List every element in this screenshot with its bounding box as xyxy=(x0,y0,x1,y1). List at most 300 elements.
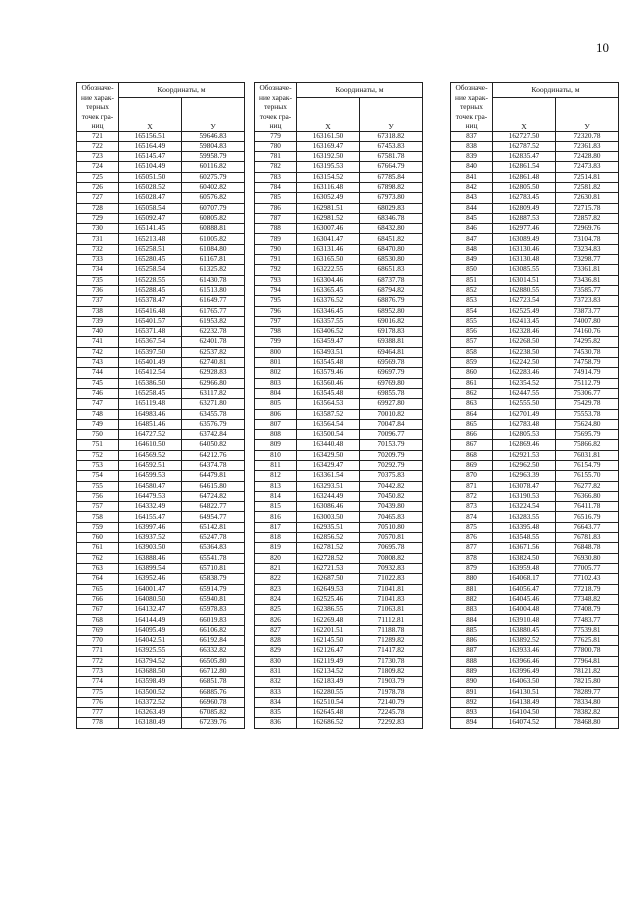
y-coordinate-cell: 70510.80 xyxy=(360,522,423,532)
table-row xyxy=(451,553,619,563)
table-row xyxy=(451,625,619,635)
point-id-cell: 848 xyxy=(451,244,493,254)
x-coordinate-cell: 165280.45 xyxy=(119,255,182,265)
header-point-label: Обозначе-ние харак-терных точек гра-ниц xyxy=(451,83,493,132)
x-coordinate-cell: 163794.52 xyxy=(119,656,182,666)
table-row xyxy=(451,203,619,213)
point-id-cell: 796 xyxy=(255,306,297,316)
point-id-cell: 831 xyxy=(255,666,297,676)
point-id-cell: 884 xyxy=(451,615,493,625)
x-coordinate-cell: 163190.53 xyxy=(493,491,556,501)
y-coordinate-cell: 67453.83 xyxy=(360,141,423,151)
table-row xyxy=(77,533,245,543)
x-coordinate-cell: 162183.49 xyxy=(297,677,360,687)
y-coordinate-cell: 66106.82 xyxy=(182,625,245,635)
table-row xyxy=(255,337,423,347)
y-coordinate-cell: 64615.80 xyxy=(182,481,245,491)
x-coordinate-cell: 163910.48 xyxy=(493,615,556,625)
table-row xyxy=(255,502,423,512)
point-id-cell: 861 xyxy=(451,378,493,388)
table-row xyxy=(451,388,619,398)
point-id-cell: 880 xyxy=(451,574,493,584)
table-row xyxy=(451,224,619,234)
point-id-cell: 759 xyxy=(77,522,119,532)
y-coordinate-cell: 72320.78 xyxy=(556,131,619,141)
y-coordinate-cell: 78289.77 xyxy=(556,687,619,697)
point-id-cell: 783 xyxy=(255,172,297,182)
table-row xyxy=(255,255,423,265)
point-id-cell: 765 xyxy=(77,584,119,594)
x-coordinate-cell: 163560.46 xyxy=(297,378,360,388)
y-coordinate-cell: 68451.82 xyxy=(360,234,423,244)
header-coordinates: Координаты, м xyxy=(119,83,245,98)
x-coordinate-cell: 162835.47 xyxy=(493,152,556,162)
point-id-cell: 842 xyxy=(451,182,493,192)
x-coordinate-cell: 164851.46 xyxy=(119,419,182,429)
point-id-cell: 864 xyxy=(451,409,493,419)
y-coordinate-cell: 62537.82 xyxy=(182,347,245,357)
y-coordinate-cell: 64479.81 xyxy=(182,471,245,481)
table-row xyxy=(451,440,619,450)
x-coordinate-cell: 163564.53 xyxy=(297,399,360,409)
y-coordinate-cell: 76781.83 xyxy=(556,533,619,543)
table-row xyxy=(77,337,245,347)
table-row xyxy=(77,502,245,512)
point-id-cell: 795 xyxy=(255,296,297,306)
table-row xyxy=(451,574,619,584)
x-coordinate-cell: 164479.53 xyxy=(119,491,182,501)
table-row xyxy=(255,244,423,254)
header-y: У xyxy=(556,98,619,131)
table-row xyxy=(77,430,245,440)
table-row xyxy=(255,718,423,728)
x-coordinate-cell: 163548.55 xyxy=(493,533,556,543)
y-coordinate-cell: 72361.83 xyxy=(556,141,619,151)
y-coordinate-cell: 77483.77 xyxy=(556,615,619,625)
x-coordinate-cell: 164138.49 xyxy=(493,697,556,707)
point-id-cell: 883 xyxy=(451,605,493,615)
y-coordinate-cell: 60805.82 xyxy=(182,213,245,223)
table-row xyxy=(451,687,619,697)
point-id-cell: 760 xyxy=(77,533,119,543)
y-coordinate-cell: 65914.79 xyxy=(182,584,245,594)
table-row xyxy=(451,131,619,141)
y-coordinate-cell: 71978.78 xyxy=(360,687,423,697)
table-row xyxy=(255,193,423,203)
x-coordinate-cell: 165288.45 xyxy=(119,285,182,295)
x-coordinate-cell: 162887.53 xyxy=(493,213,556,223)
table-row xyxy=(451,563,619,573)
table-row xyxy=(255,594,423,604)
point-id-cell: 804 xyxy=(255,388,297,398)
y-coordinate-cell: 69016.82 xyxy=(360,316,423,326)
point-id-cell: 744 xyxy=(77,368,119,378)
table-row xyxy=(255,131,423,141)
y-coordinate-cell: 69178.83 xyxy=(360,327,423,337)
x-coordinate-cell: 165258.54 xyxy=(119,265,182,275)
y-coordinate-cell: 61325.82 xyxy=(182,265,245,275)
table-row xyxy=(255,697,423,707)
x-coordinate-cell: 162447.55 xyxy=(493,388,556,398)
y-coordinate-cell: 59958.79 xyxy=(182,152,245,162)
header-x: X xyxy=(493,98,556,131)
point-id-cell: 728 xyxy=(77,203,119,213)
table-row xyxy=(77,594,245,604)
table-row xyxy=(451,358,619,368)
point-id-cell: 780 xyxy=(255,141,297,151)
point-id-cell: 736 xyxy=(77,285,119,295)
table-row xyxy=(77,172,245,182)
table-row xyxy=(255,584,423,594)
table-row xyxy=(77,677,245,687)
point-id-cell: 791 xyxy=(255,255,297,265)
point-id-cell: 773 xyxy=(77,666,119,676)
table-row xyxy=(77,636,245,646)
table-row xyxy=(255,316,423,326)
y-coordinate-cell: 78215.80 xyxy=(556,677,619,687)
x-coordinate-cell: 163925.55 xyxy=(119,646,182,656)
y-coordinate-cell: 63576.79 xyxy=(182,419,245,429)
x-coordinate-cell: 162728.52 xyxy=(297,553,360,563)
y-coordinate-cell: 70010.82 xyxy=(360,409,423,419)
coordinates-table-2 xyxy=(254,82,423,729)
x-coordinate-cell: 162861.54 xyxy=(493,162,556,172)
table-row xyxy=(77,615,245,625)
y-coordinate-cell: 61765.77 xyxy=(182,306,245,316)
y-coordinate-cell: 66885.76 xyxy=(182,687,245,697)
y-coordinate-cell: 64212.76 xyxy=(182,450,245,460)
x-coordinate-cell: 162981.51 xyxy=(297,203,360,213)
table-row xyxy=(451,697,619,707)
table-row xyxy=(451,512,619,522)
table-row xyxy=(255,543,423,553)
y-coordinate-cell: 67581.78 xyxy=(360,152,423,162)
y-coordinate-cell: 62401.78 xyxy=(182,337,245,347)
y-coordinate-cell: 66851.78 xyxy=(182,677,245,687)
x-coordinate-cell: 164063.50 xyxy=(493,677,556,687)
table-row xyxy=(451,677,619,687)
y-coordinate-cell: 71730.78 xyxy=(360,656,423,666)
y-coordinate-cell: 65364.83 xyxy=(182,543,245,553)
x-coordinate-cell: 162555.50 xyxy=(493,399,556,409)
x-coordinate-cell: 164045.46 xyxy=(493,594,556,604)
x-coordinate-cell: 164144.49 xyxy=(119,615,182,625)
y-coordinate-cell: 68432.80 xyxy=(360,224,423,234)
point-id-cell: 801 xyxy=(255,358,297,368)
table-row xyxy=(451,708,619,718)
table-row xyxy=(255,203,423,213)
x-coordinate-cell: 164155.47 xyxy=(119,512,182,522)
table-row xyxy=(77,461,245,471)
y-coordinate-cell: 74530.78 xyxy=(556,347,619,357)
y-coordinate-cell: 71063.81 xyxy=(360,605,423,615)
table-row xyxy=(255,533,423,543)
table-row xyxy=(77,718,245,728)
y-coordinate-cell: 77408.79 xyxy=(556,605,619,615)
x-coordinate-cell: 162283.46 xyxy=(493,368,556,378)
y-coordinate-cell: 59646.83 xyxy=(182,131,245,141)
y-coordinate-cell: 74160.76 xyxy=(556,327,619,337)
point-id-cell: 825 xyxy=(255,605,297,615)
point-id-cell: 826 xyxy=(255,615,297,625)
y-coordinate-cell: 72857.82 xyxy=(556,213,619,223)
table-row xyxy=(451,605,619,615)
x-coordinate-cell: 165367.54 xyxy=(119,337,182,347)
table-row xyxy=(77,646,245,656)
point-id-cell: 857 xyxy=(451,337,493,347)
x-coordinate-cell: 162963.39 xyxy=(493,471,556,481)
y-coordinate-cell: 76366.80 xyxy=(556,491,619,501)
point-id-cell: 832 xyxy=(255,677,297,687)
point-id-cell: 838 xyxy=(451,141,493,151)
point-id-cell: 837 xyxy=(451,131,493,141)
table-row xyxy=(255,388,423,398)
x-coordinate-cell: 164132.47 xyxy=(119,605,182,615)
x-coordinate-cell: 163116.48 xyxy=(297,182,360,192)
y-coordinate-cell: 63271.80 xyxy=(182,399,245,409)
table-row xyxy=(451,646,619,656)
x-coordinate-cell: 162686.52 xyxy=(297,718,360,728)
table-row xyxy=(255,687,423,697)
point-id-cell: 775 xyxy=(77,687,119,697)
x-coordinate-cell: 165228.55 xyxy=(119,275,182,285)
header-x: X xyxy=(297,98,360,131)
point-id-cell: 794 xyxy=(255,285,297,295)
y-coordinate-cell: 65142.81 xyxy=(182,522,245,532)
point-id-cell: 737 xyxy=(77,296,119,306)
table-row xyxy=(451,399,619,409)
point-id-cell: 746 xyxy=(77,388,119,398)
x-coordinate-cell: 163007.46 xyxy=(297,224,360,234)
x-coordinate-cell: 163933.46 xyxy=(493,646,556,656)
x-coordinate-cell: 162977.46 xyxy=(493,224,556,234)
point-id-cell: 865 xyxy=(451,419,493,429)
point-id-cell: 722 xyxy=(77,141,119,151)
y-coordinate-cell: 64954.77 xyxy=(182,512,245,522)
table-row xyxy=(77,316,245,326)
table-row xyxy=(77,244,245,254)
y-coordinate-cell: 68876.79 xyxy=(360,296,423,306)
table-row xyxy=(451,409,619,419)
table-row xyxy=(77,285,245,295)
point-id-cell: 789 xyxy=(255,234,297,244)
y-coordinate-cell: 62232.78 xyxy=(182,327,245,337)
y-coordinate-cell: 61953.82 xyxy=(182,316,245,326)
table-row xyxy=(255,574,423,584)
table-row xyxy=(77,255,245,265)
x-coordinate-cell: 163545.48 xyxy=(297,388,360,398)
point-id-cell: 879 xyxy=(451,563,493,573)
header-x: X xyxy=(119,98,182,131)
point-id-cell: 776 xyxy=(77,697,119,707)
x-coordinate-cell: 164727.52 xyxy=(119,430,182,440)
point-id-cell: 721 xyxy=(77,131,119,141)
x-coordinate-cell: 162805.50 xyxy=(493,182,556,192)
x-coordinate-cell: 163263.49 xyxy=(119,708,182,718)
point-id-cell: 803 xyxy=(255,378,297,388)
y-coordinate-cell: 76643.77 xyxy=(556,522,619,532)
point-id-cell: 723 xyxy=(77,152,119,162)
x-coordinate-cell: 164042.51 xyxy=(119,636,182,646)
x-coordinate-cell: 162783.48 xyxy=(493,419,556,429)
x-coordinate-cell: 163283.55 xyxy=(493,512,556,522)
table-row xyxy=(255,625,423,635)
table-row xyxy=(451,584,619,594)
table-row xyxy=(255,677,423,687)
x-coordinate-cell: 163395.48 xyxy=(493,522,556,532)
x-coordinate-cell: 162781.52 xyxy=(297,543,360,553)
x-coordinate-cell: 163892.52 xyxy=(493,636,556,646)
point-id-cell: 777 xyxy=(77,708,119,718)
x-coordinate-cell: 162869.46 xyxy=(493,440,556,450)
table-row xyxy=(255,327,423,337)
y-coordinate-cell: 68530.80 xyxy=(360,255,423,265)
x-coordinate-cell: 164130.51 xyxy=(493,687,556,697)
x-coordinate-cell: 163952.46 xyxy=(119,574,182,584)
point-id-cell: 779 xyxy=(255,131,297,141)
point-id-cell: 730 xyxy=(77,224,119,234)
table-row xyxy=(451,213,619,223)
point-id-cell: 725 xyxy=(77,172,119,182)
point-id-cell: 798 xyxy=(255,327,297,337)
table-row xyxy=(255,430,423,440)
x-coordinate-cell: 165051.50 xyxy=(119,172,182,182)
page-number: 10 xyxy=(596,40,609,55)
y-coordinate-cell: 76516.79 xyxy=(556,512,619,522)
y-coordinate-cell: 78334.80 xyxy=(556,697,619,707)
point-id-cell: 841 xyxy=(451,172,493,182)
table-row xyxy=(77,182,245,192)
point-id-cell: 732 xyxy=(77,244,119,254)
x-coordinate-cell: 162328.46 xyxy=(493,327,556,337)
table-row xyxy=(451,162,619,172)
y-coordinate-cell: 69388.81 xyxy=(360,337,423,347)
x-coordinate-cell: 162962.50 xyxy=(493,461,556,471)
x-coordinate-cell: 165213.48 xyxy=(119,234,182,244)
y-coordinate-cell: 77964.81 xyxy=(556,656,619,666)
point-id-cell: 786 xyxy=(255,203,297,213)
point-id-cell: 870 xyxy=(451,471,493,481)
point-id-cell: 813 xyxy=(255,481,297,491)
point-id-cell: 757 xyxy=(77,502,119,512)
point-id-cell: 774 xyxy=(77,677,119,687)
x-coordinate-cell: 163052.49 xyxy=(297,193,360,203)
point-id-cell: 738 xyxy=(77,306,119,316)
point-id-cell: 788 xyxy=(255,224,297,234)
y-coordinate-cell: 70209.79 xyxy=(360,450,423,460)
y-coordinate-cell: 68794.82 xyxy=(360,285,423,295)
y-coordinate-cell: 70570.81 xyxy=(360,533,423,543)
table-row xyxy=(451,378,619,388)
y-coordinate-cell: 73436.81 xyxy=(556,275,619,285)
point-id-cell: 814 xyxy=(255,491,297,501)
table-row xyxy=(451,316,619,326)
table-row xyxy=(451,718,619,728)
x-coordinate-cell: 164074.52 xyxy=(493,718,556,728)
y-coordinate-cell: 76411.78 xyxy=(556,502,619,512)
x-coordinate-cell: 165164.49 xyxy=(119,141,182,151)
y-coordinate-cell: 68346.78 xyxy=(360,213,423,223)
x-coordinate-cell: 163224.54 xyxy=(493,502,556,512)
y-coordinate-cell: 63742.84 xyxy=(182,430,245,440)
point-id-cell: 827 xyxy=(255,625,297,635)
x-coordinate-cell: 163154.52 xyxy=(297,172,360,182)
y-coordinate-cell: 65978.83 xyxy=(182,605,245,615)
x-coordinate-cell: 164104.50 xyxy=(493,708,556,718)
table-row xyxy=(77,265,245,275)
table-row xyxy=(77,162,245,172)
x-coordinate-cell: 164983.46 xyxy=(119,409,182,419)
y-coordinate-cell: 61430.78 xyxy=(182,275,245,285)
table-row xyxy=(77,368,245,378)
y-coordinate-cell: 60888.81 xyxy=(182,224,245,234)
table-row xyxy=(255,172,423,182)
x-coordinate-cell: 162119.49 xyxy=(297,656,360,666)
point-id-cell: 752 xyxy=(77,450,119,460)
x-coordinate-cell: 162145.50 xyxy=(297,636,360,646)
table-row xyxy=(77,471,245,481)
table-row xyxy=(77,296,245,306)
point-id-cell: 843 xyxy=(451,193,493,203)
point-id-cell: 851 xyxy=(451,275,493,285)
point-id-cell: 817 xyxy=(255,522,297,532)
table-row xyxy=(255,646,423,656)
y-coordinate-cell: 78382.82 xyxy=(556,708,619,718)
y-coordinate-cell: 65838.79 xyxy=(182,574,245,584)
y-coordinate-cell: 72715.78 xyxy=(556,203,619,213)
y-coordinate-cell: 65541.78 xyxy=(182,553,245,563)
point-id-cell: 769 xyxy=(77,625,119,635)
point-id-cell: 829 xyxy=(255,646,297,656)
table-row xyxy=(77,275,245,285)
point-id-cell: 875 xyxy=(451,522,493,532)
table-row xyxy=(255,399,423,409)
table-row xyxy=(77,543,245,553)
table-row xyxy=(451,666,619,676)
table-row xyxy=(451,461,619,471)
point-id-cell: 850 xyxy=(451,265,493,275)
y-coordinate-cell: 71041.81 xyxy=(360,584,423,594)
table-row xyxy=(255,522,423,532)
table-row xyxy=(77,481,245,491)
y-coordinate-cell: 66192.84 xyxy=(182,636,245,646)
table-row xyxy=(255,275,423,285)
point-id-cell: 892 xyxy=(451,697,493,707)
point-id-cell: 751 xyxy=(77,440,119,450)
point-id-cell: 828 xyxy=(255,636,297,646)
y-coordinate-cell: 68470.80 xyxy=(360,244,423,254)
x-coordinate-cell: 162721.53 xyxy=(297,563,360,573)
x-coordinate-cell: 164599.53 xyxy=(119,471,182,481)
point-id-cell: 734 xyxy=(77,265,119,275)
x-coordinate-cell: 163041.47 xyxy=(297,234,360,244)
point-id-cell: 811 xyxy=(255,461,297,471)
point-id-cell: 753 xyxy=(77,461,119,471)
point-id-cell: 830 xyxy=(255,656,297,666)
y-coordinate-cell: 60707.79 xyxy=(182,203,245,213)
y-coordinate-cell: 72969.76 xyxy=(556,224,619,234)
y-coordinate-cell: 73723.83 xyxy=(556,296,619,306)
x-coordinate-cell: 165145.47 xyxy=(119,152,182,162)
y-coordinate-cell: 66712.80 xyxy=(182,666,245,676)
point-id-cell: 874 xyxy=(451,512,493,522)
y-coordinate-cell: 64050.82 xyxy=(182,440,245,450)
point-id-cell: 778 xyxy=(77,718,119,728)
y-coordinate-cell: 61005.82 xyxy=(182,234,245,244)
table-row xyxy=(255,605,423,615)
point-id-cell: 871 xyxy=(451,481,493,491)
y-coordinate-cell: 67085.82 xyxy=(182,708,245,718)
